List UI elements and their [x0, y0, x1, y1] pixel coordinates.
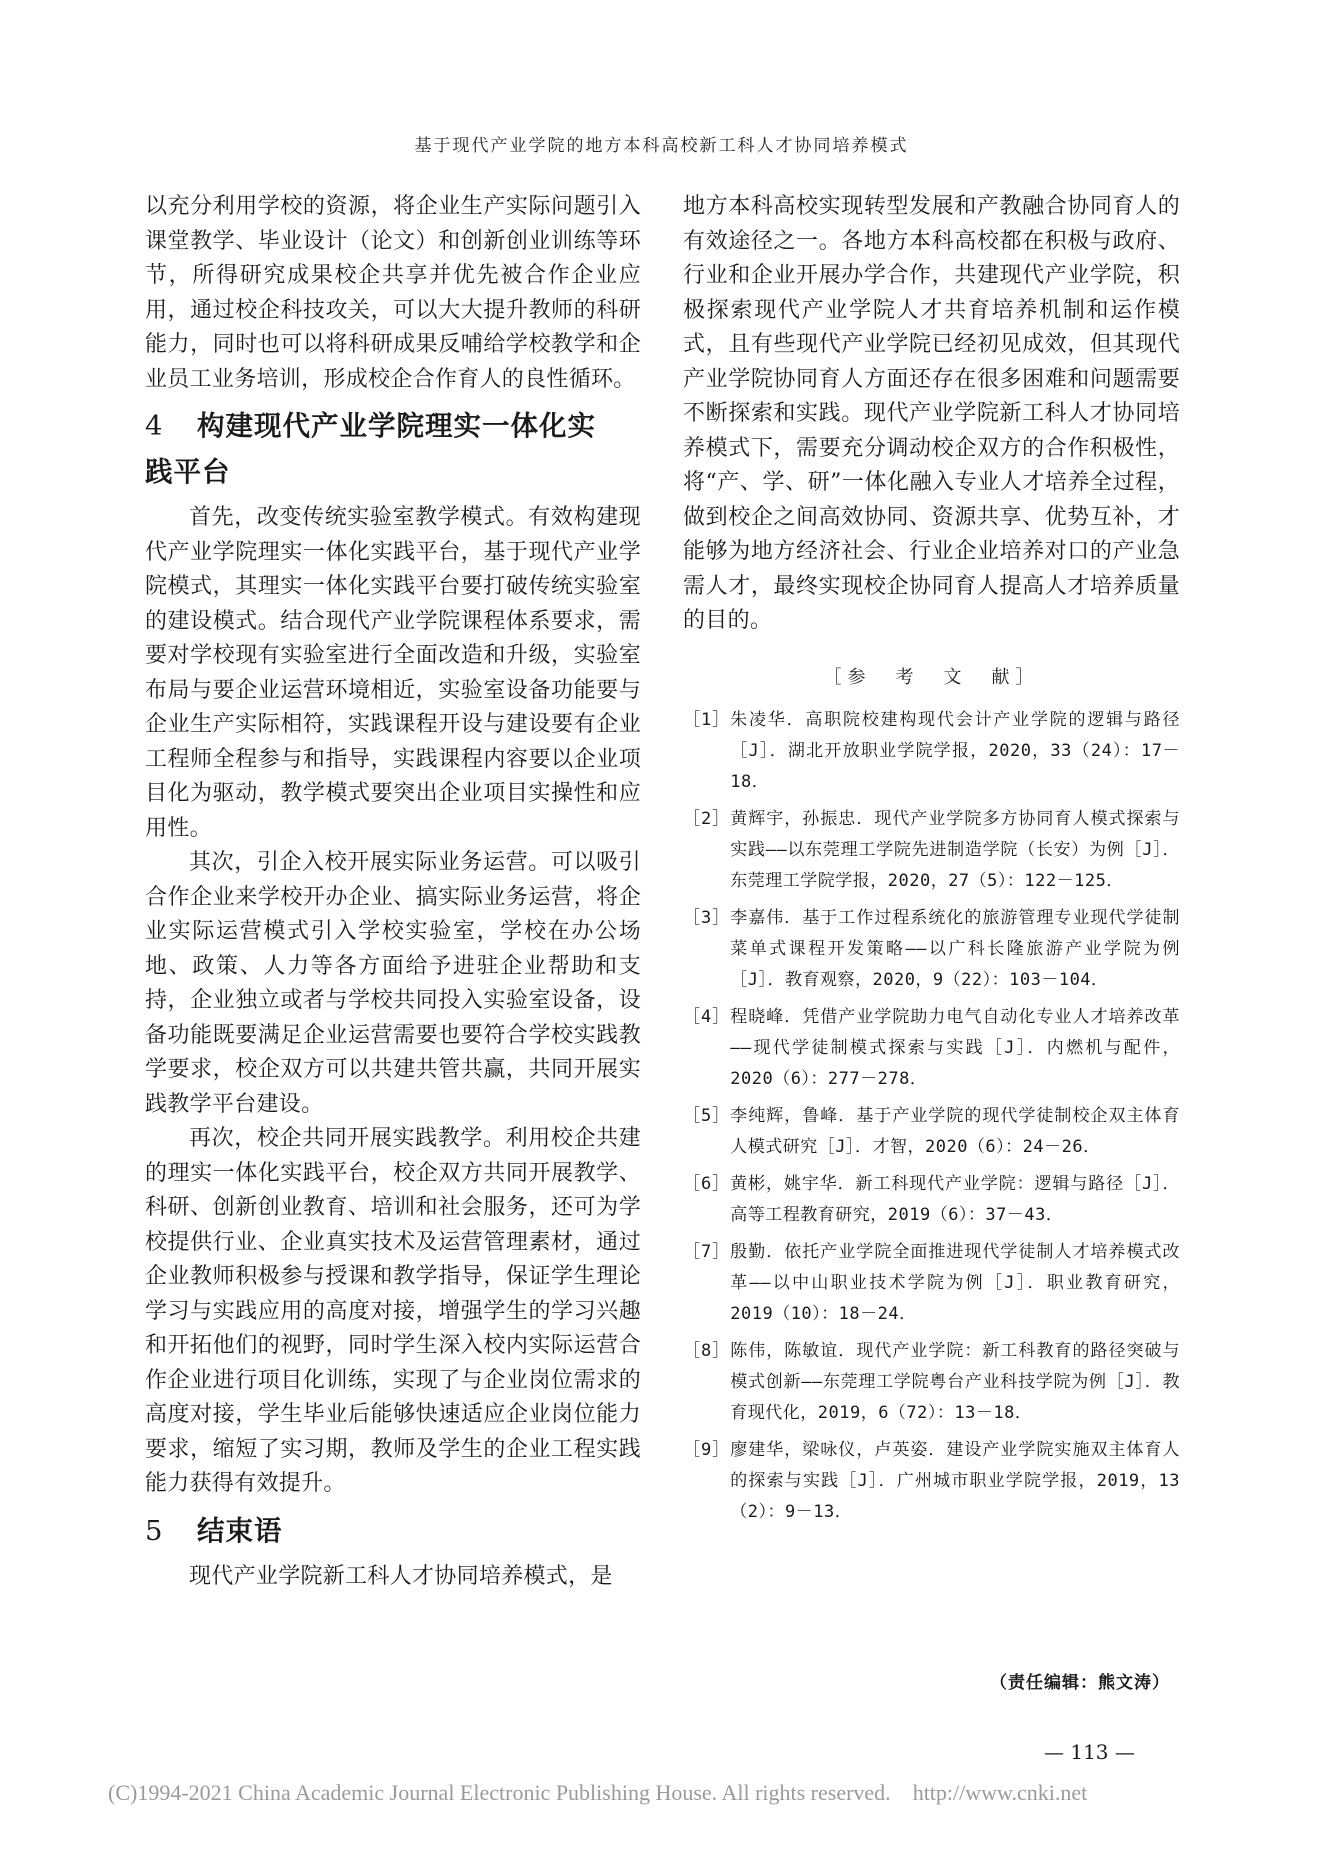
reference-item	[683, 705, 1180, 798]
reference-text: 李纯辉，鲁峰．基于产业学院的现代学徒制校企双主体育人模式研究［J］．才智，2020（6）：24－26．	[730, 1105, 1180, 1157]
reference-text: 黄彬，姚宇华．新工科现代产业学院：逻辑与路径［J］．高等工程教育研究，2019（6）：37－43．	[730, 1173, 1180, 1225]
body-paragraph: 现代产业学院新工科人才协同培养模式，是	[189, 1563, 613, 1589]
reference-text: 殷勤．依托产业学院全面推进现代学徒制人才培养模式改革——以中山职业技术学院为例［J］．职业教育研究，2019（10）：18－24．	[730, 1241, 1180, 1324]
copyright-text: (C)1994-2021 China Academic Journal Electronic Publishing House. All rights reserved.	[108, 1780, 891, 1805]
section-number: 5	[145, 1514, 164, 1547]
reference-number: ［5］	[683, 1105, 731, 1126]
left-column	[145, 190, 641, 1594]
reference-number: ［6］	[683, 1173, 731, 1194]
reference-number: ［2］	[683, 808, 731, 829]
right-column	[683, 190, 1180, 1534]
body-paragraph: 以充分利用学校的资源，将企业生产实际问题引入课堂教学、毕业设计（论文）和创新创业训练等环节，所得研究成果校企共享并优先被合作企业应用，通过校企科技攻关，可以大大提升教师的科研能力，同时也可以将科研成果反哺给学校教学和企业员工业务培训，形成校企合作育人的良性循环。	[145, 194, 641, 392]
reference-item	[683, 1336, 1180, 1429]
reference-text: 朱凌华．高职院校建构现代会计产业学院的逻辑与路径［J］．湖北开放职业学院学报，2020，33（24）：17－18．	[730, 709, 1180, 792]
cnki-url: http://www.cnki.net	[912, 1780, 1088, 1805]
reference-number: ［8］	[683, 1340, 731, 1361]
reference-item	[683, 903, 1180, 996]
section-heading-4	[145, 403, 641, 495]
body-paragraph: 其次，引企入校开展实际业务运营。可以吸引合作企业来学校开办企业、搞实际业务运营，将企业实际运营模式引入学校实验室，学校在办公场地、政策、人力等各方面给予进驻企业帮助和支持，企业独立或者与学校共同投入实验室设备，设备功能既要满足企业运营需要也要符合学校实践教学要求，校企双方可以共建共管共赢，共同开展实践教学平台建设。	[145, 850, 641, 1117]
section-title-line2: 践平台	[145, 456, 231, 488]
reference-item	[683, 1101, 1180, 1163]
copyright-footer	[108, 1780, 1087, 1806]
reference-text: 黄辉宇，孙振忠．现代产业学院多方协同育人模式探索与实践——以东莞理工学院先进制造学院（长安）为例［J］．东莞理工学院学报，2020，27（5）：122－125．	[730, 808, 1180, 891]
reference-number: ［4］	[683, 1006, 731, 1027]
reference-text: 廖建华，梁咏仪，卢英姿．建设产业学院实施双主体育人的探索与实践［J］．广州城市职业学院学报，2019，13（2）：9－13．	[730, 1439, 1180, 1522]
reference-number: ［1］	[683, 709, 731, 730]
page-number: — 113 —	[1044, 1740, 1135, 1764]
body-paragraph: 地方本科高校实现转型发展和产教融合协同育人的有效途径之一。各地方本科高校都在积极与政府、行业和企业开展办学合作，共建现代产业学院，积极探索现代产业学院人才共育培养机制和运作模式，且有些现代产业学院已经初见成效，但其现代产业学院协同育人方面还存在很多困难和问题需要不断探索和实践。现代产业学院新工科人才协同培养模式下，需要充分调动校企双方的合作积极性，将“产、学、研”一体化融入专业人才培养全过程，做到校企之间高效协同、资源共享、优势互补，才能够为地方经济社会、行业企业培养对口的产业急需人才，最终实现校企协同育人提高人才培养质量的目的。	[683, 194, 1180, 633]
body-paragraph: 再次，校企共同开展实践教学。利用校企共建的理实一体化实践平台，校企双方共同开展教学、科研、创新创业教育、培训和社会服务，还可为学校提供行业、企业真实技术及运营管理素材，通过企业教师积极参与授课和教学指导，保证学生理论学习与实践应用的高度对接，增强学生的学习兴趣和开拓他们的视野，同时学生深入校内实际运营合作企业进行项目化训练，实现了与企业岗位需求的高度对接，学生毕业后能够快速适应企业岗位能力要求，缩短了实习期，教师及学生的企业工程实践能力获得有效提升。	[145, 1126, 641, 1496]
responsible-editor: （责任编辑：熊文涛）	[990, 1673, 1170, 1693]
section-heading-5	[145, 1508, 641, 1554]
references-title: ［参 考 文 献］	[823, 666, 1040, 688]
reference-item	[683, 804, 1180, 897]
reference-item	[683, 1237, 1180, 1330]
reference-item	[683, 1435, 1180, 1528]
reference-text: 陈伟，陈敏谊．现代产业学院：新工科教育的路径突破与模式创新——东莞理工学院粤台产业科技学院为例［J］．教育现代化，2019，6（72）：13－18．	[730, 1340, 1180, 1423]
reference-number: ［3］	[683, 907, 731, 928]
running-header: 基于现代产业学院的地方本科高校新工科人才协同培养模式	[414, 136, 909, 156]
reference-item	[683, 1002, 1180, 1095]
body-paragraph: 首先，改变传统实验室教学模式。有效构建现代产业学院理实一体化实践平台，基于现代产业学院模式，其理实一体化实践平台要打破传统实验室的建设模式。结合现代产业学院课程体系要求，需要对学校现有实验室进行全面改造和升级，实验室布局与要企业运营环境相近，实验室设备功能要与企业生产实际相符，实践课程开设与建设要有企业工程师全程参与和指导，实践课程内容要以企业项目化为驱动，教学模式要突出企业项目实操性和应用性。	[145, 505, 641, 841]
reference-number: ［9］	[683, 1439, 731, 1460]
reference-text: 李嘉伟．基于工作过程系统化的旅游管理专业现代学徒制菜单式课程开发策略——以广科长隆旅游产业学院为例［J］．教育观察，2020，9（22）：103－104．	[730, 907, 1180, 990]
section-title-line1: 构建现代产业学院理实一体化实	[197, 410, 596, 442]
reference-text: 程晓峰．凭借产业学院助力电气自动化专业人才培养改革——现代学徒制模式探索与实践［J］．内燃机与配件，2020（6）：277－278．	[730, 1006, 1180, 1089]
reference-item	[683, 1169, 1180, 1231]
section-number: 4	[145, 410, 164, 442]
section-title: 结束语	[197, 1514, 283, 1547]
reference-number: ［7］	[683, 1241, 731, 1262]
references-list	[683, 705, 1180, 1528]
